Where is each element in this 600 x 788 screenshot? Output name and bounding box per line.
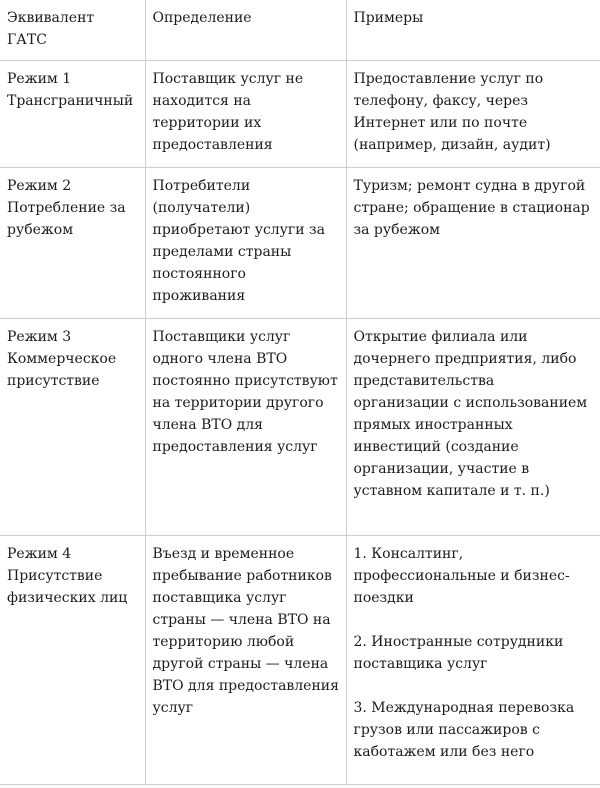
definition-cell: Поставщики услуг одного члена ВТО постоянно присутствуют на территории другого члена ВТО для предоставления услуг xyxy=(145,319,346,536)
table-header-row xyxy=(0,0,600,61)
definition-cell: Потребители (получатели) приобретают услуги за пределами страны постоянного проживания xyxy=(145,168,346,319)
example-paragraph: 2. Иностранные сотрудники поставщика услуг xyxy=(353,634,564,672)
example-paragraph: 1. Консалтинг, профессиональные и бизнес-поездки xyxy=(353,546,570,606)
example-paragraph: Предоставление услуг по телефону, факсу, через Интернет или по почте (например, дизайн, аудит) xyxy=(353,71,551,153)
mode-cell xyxy=(0,536,145,785)
examples-cell xyxy=(346,536,600,785)
header-definition: Определение xyxy=(145,0,346,61)
mode-name: Трансграничный xyxy=(7,93,134,109)
examples-cell xyxy=(346,168,600,319)
example-paragraph: Открытие филиала или дочернего предприятия, либо представительства организации с использованием прямых иностранных инвестиций (создание организации, участие в уставном капитале и т. п.) xyxy=(353,329,588,499)
example-paragraph: 3. Международная перевозка грузов или пассажиров с каботажем или без него xyxy=(353,700,575,760)
mode-cell xyxy=(0,319,145,536)
definition-cell: Поставщик услуг не находится на территории их предоставления xyxy=(145,61,346,168)
mode-number: Режим 1 xyxy=(7,71,72,87)
mode-number: Режим 4 xyxy=(7,546,72,562)
mode-name: Присутствие физических лиц xyxy=(7,568,128,606)
header-gats-equivalent: Эквивалент ГАТС xyxy=(0,0,145,61)
table-row xyxy=(0,168,600,319)
examples-cell xyxy=(346,61,600,168)
example-paragraph: Туризм; ремонт судна в другой стране; обращение в стационар за рубежом xyxy=(353,178,590,238)
definition-cell: Въезд и временное пребывание работников поставщика услуг страны — члена ВТО на территорию любой другой страны — члена ВТО для предоставления услуг xyxy=(145,536,346,785)
mode-name: Потребление за рубежом xyxy=(7,200,126,238)
examples-cell xyxy=(346,319,600,536)
mode-number: Режим 2 xyxy=(7,178,72,194)
table-row xyxy=(0,61,600,168)
mode-cell xyxy=(0,168,145,319)
mode-cell xyxy=(0,61,145,168)
mode-name: Коммерческое присутствие xyxy=(7,351,117,389)
header-examples: Примеры xyxy=(346,0,600,61)
mode-number: Режим 3 xyxy=(7,329,72,345)
table-row xyxy=(0,319,600,536)
table-row xyxy=(0,536,600,785)
